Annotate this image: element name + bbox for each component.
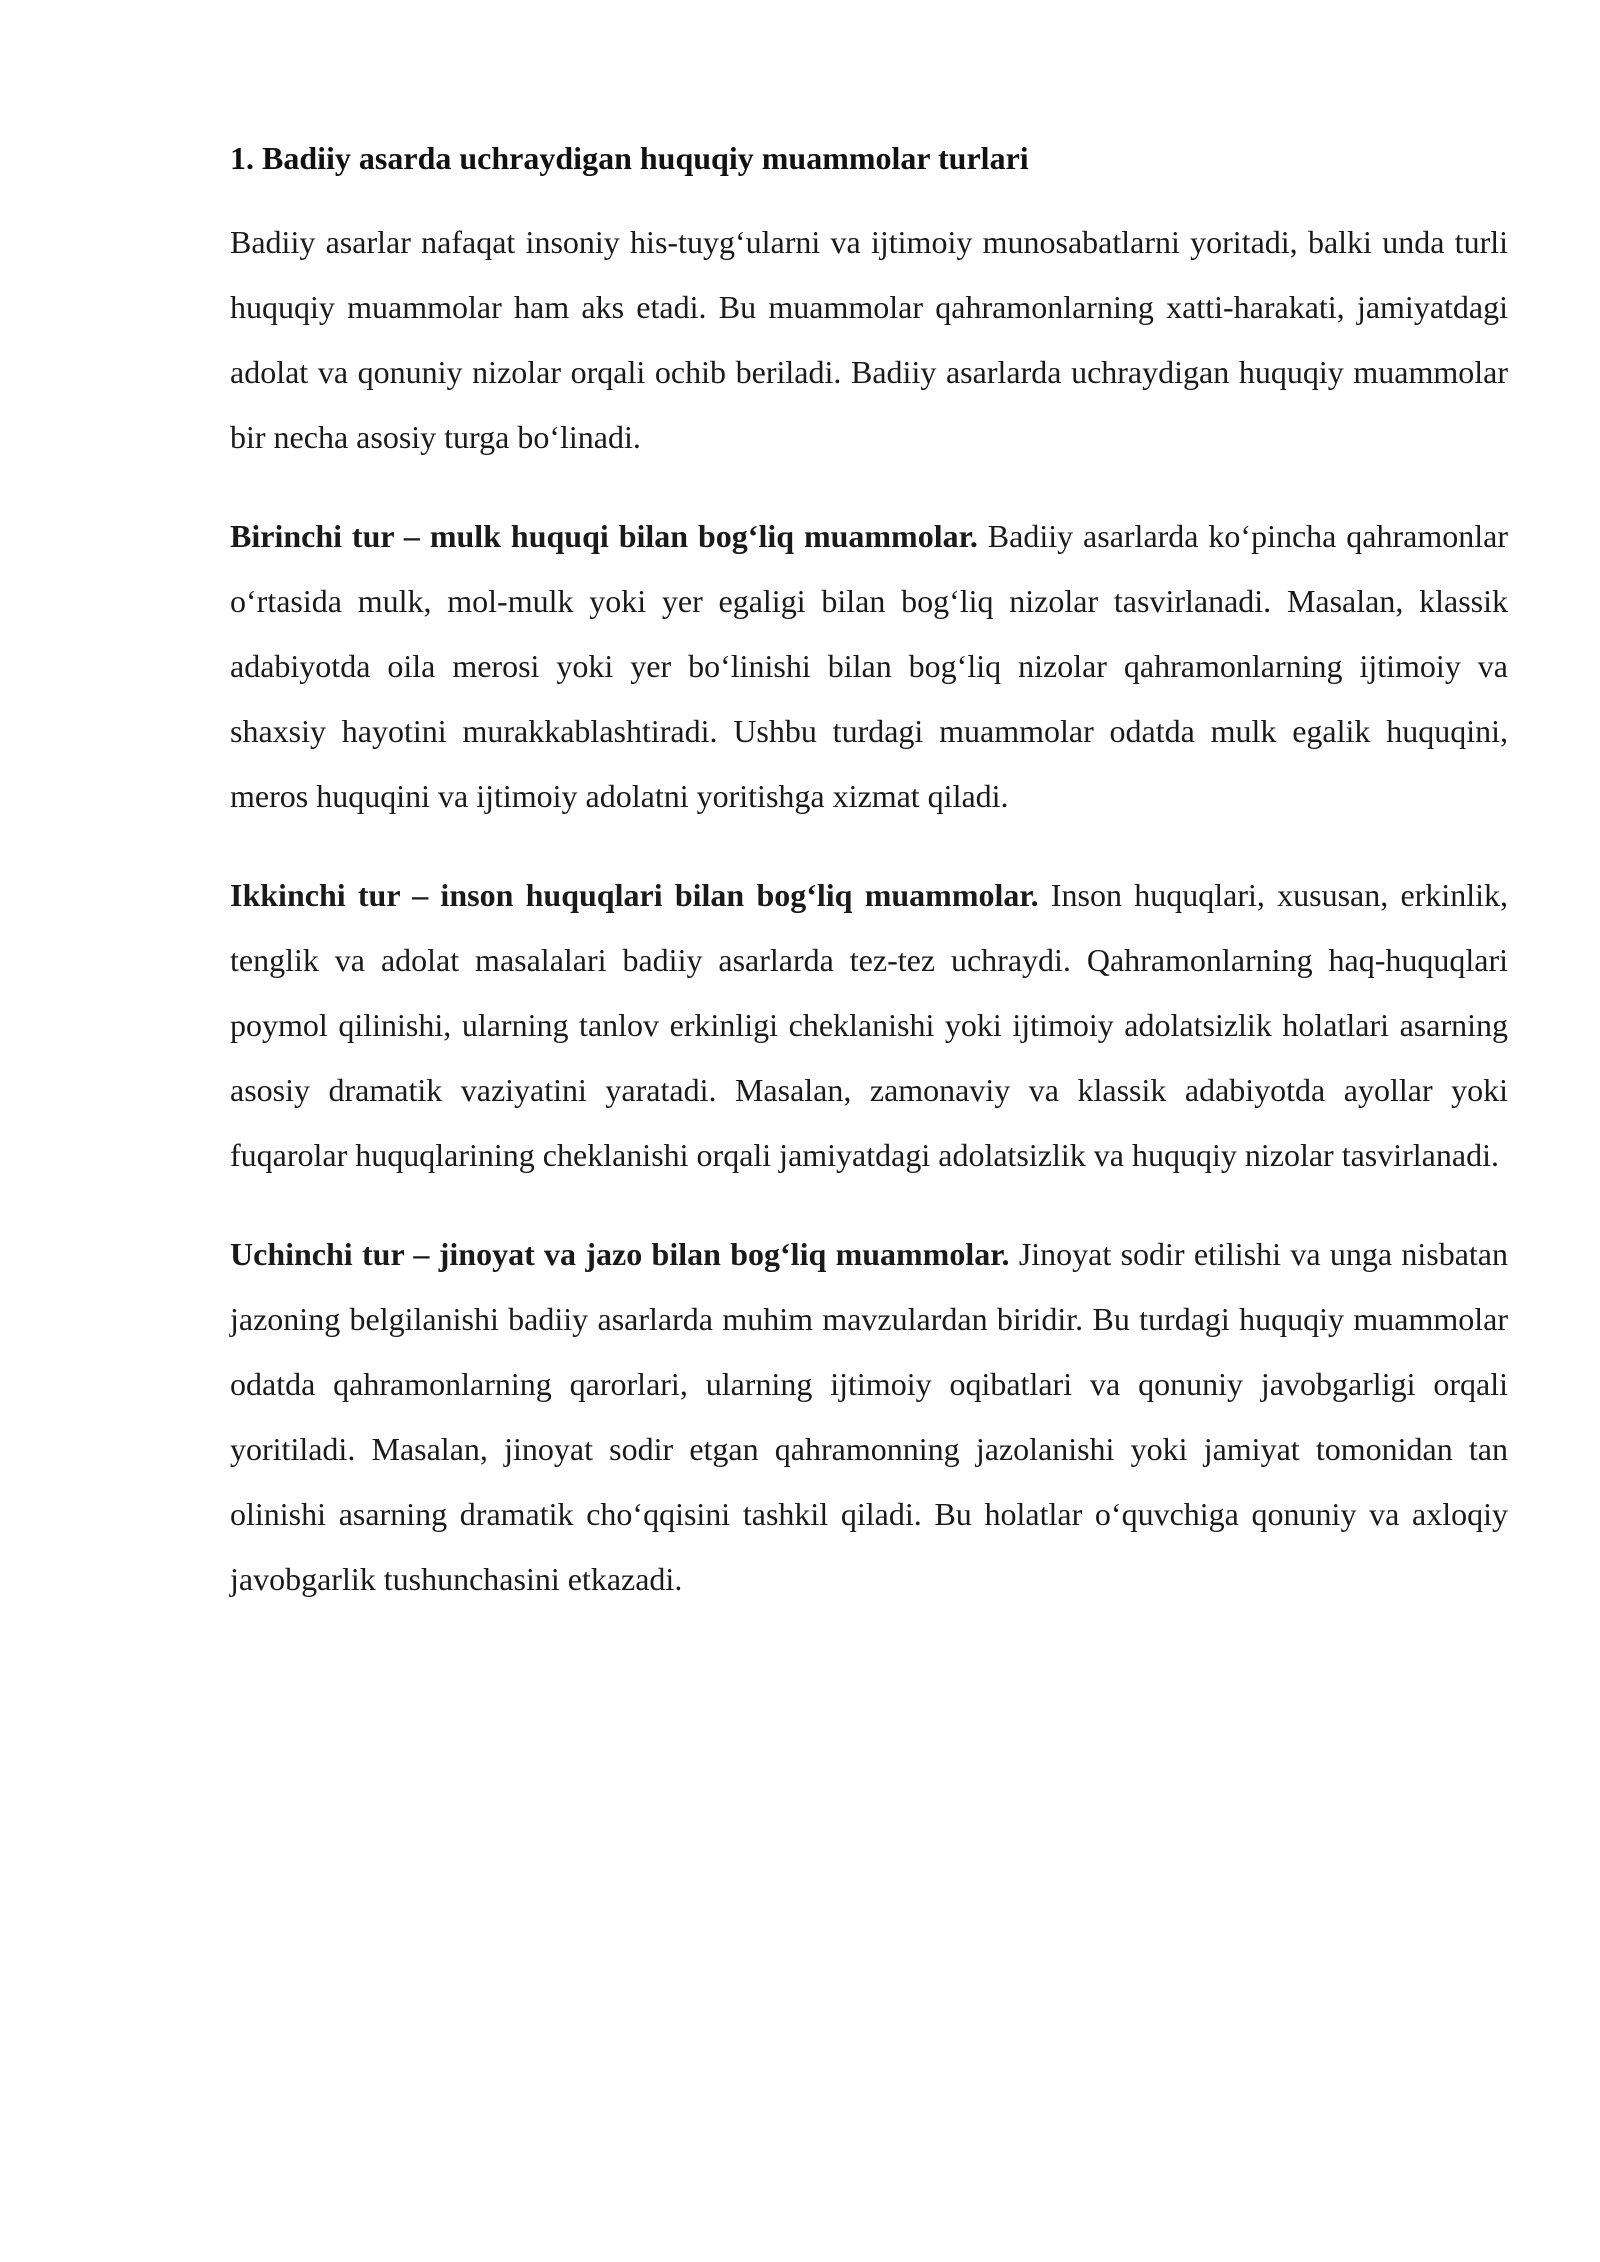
document-page bbox=[230, 138, 1508, 1646]
paragraph-intro bbox=[230, 210, 1508, 470]
paragraph-crime-punishment bbox=[230, 1222, 1508, 1612]
paragraph-human-rights bbox=[230, 863, 1508, 1188]
paragraph-property-rights bbox=[230, 504, 1508, 829]
paragraph-text: Badiiy asarlar nafaqat insoniy his-tuyg‘ularni va ijtimoiy munosabatlarni yoritadi, balki unda turli huquqiy muammolar ham aks etadi. Bu muammolar qahramonlarning xatti-harakati, jamiyatdagi adolat va qonuniy nizolar orqali ochib beriladi. Badiiy asarlarda uchraydigan huquqiy muammolar bir necha asosiy turga bo‘linadi. bbox=[230, 224, 1508, 455]
paragraph-text: Jinoyat sodir etilishi va unga nisbatan jazoning belgilanishi badiiy asarlarda muhim mavzulardan biridir. Bu turdagi huquqiy muammolar odatda qahramonlarning qarorlari, ularning ijtimoiy oqibatlari va qonuniy javobgarligi orqali yoritiladi. Masalan, jinoyat sodir etgan qahramonning jazolanishi yoki jamiyat tomonidan tan olinishi asarning dramatik cho‘qqisini tashkil qiladi. Bu holatlar o‘quvchiga qonuniy va axloqiy javobgarlik tushunchasini etkazadi. bbox=[230, 1236, 1509, 1597]
paragraph-lead: Birinchi tur – mulk huquqi bilan bog‘liq muammolar. bbox=[230, 518, 978, 554]
paragraph-lead: Uchinchi tur – jinoyat va jazo bilan bog‘liq muammolar. bbox=[230, 1236, 1010, 1272]
paragraph-lead: Ikkinchi tur – inson huquqlari bilan bog‘liq muammolar. bbox=[230, 877, 1039, 913]
paragraph-text: Inson huquqlari, xususan, erkinlik, tenglik va adolat masalalari badiiy asarlarda tez-tez uchraydi. Qahramonlarning haq-huquqlari poymol qilinishi, ularning tanlov erkinligi cheklanishi yoki ijtimoiy adolatsizlik holatlari asarning asosiy dramatik vaziyatini yaratadi. Masalan, zamonaviy va klassik adabiyotda ayollar yoki fuqarolar huquqlarining cheklanishi orqali jamiyatdagi adolatsizlik va huquqiy nizolar tasvirlanadi. bbox=[230, 877, 1509, 1173]
paragraph-text: Badiiy asarlarda ko‘pincha qahramonlar o‘rtasida mulk, mol-mulk yoki yer egaligi bilan bog‘liq nizolar tasvirlanadi. Masalan, klassik adabiyotda oila merosi yoki yer bo‘linishi bilan bog‘liq nizolar qahramonlarning ijtimoiy va shaxsiy hayotini murakkablashtiradi. Ushbu turdagi muammolar odatda mulk egalik huquqini, meros huquqini va ijtimoiy adolatni yoritishga xizmat qiladi. bbox=[230, 518, 1509, 814]
section-heading: 1. Badiiy asarda uchraydigan huquqiy muammolar turlari bbox=[230, 140, 1029, 176]
